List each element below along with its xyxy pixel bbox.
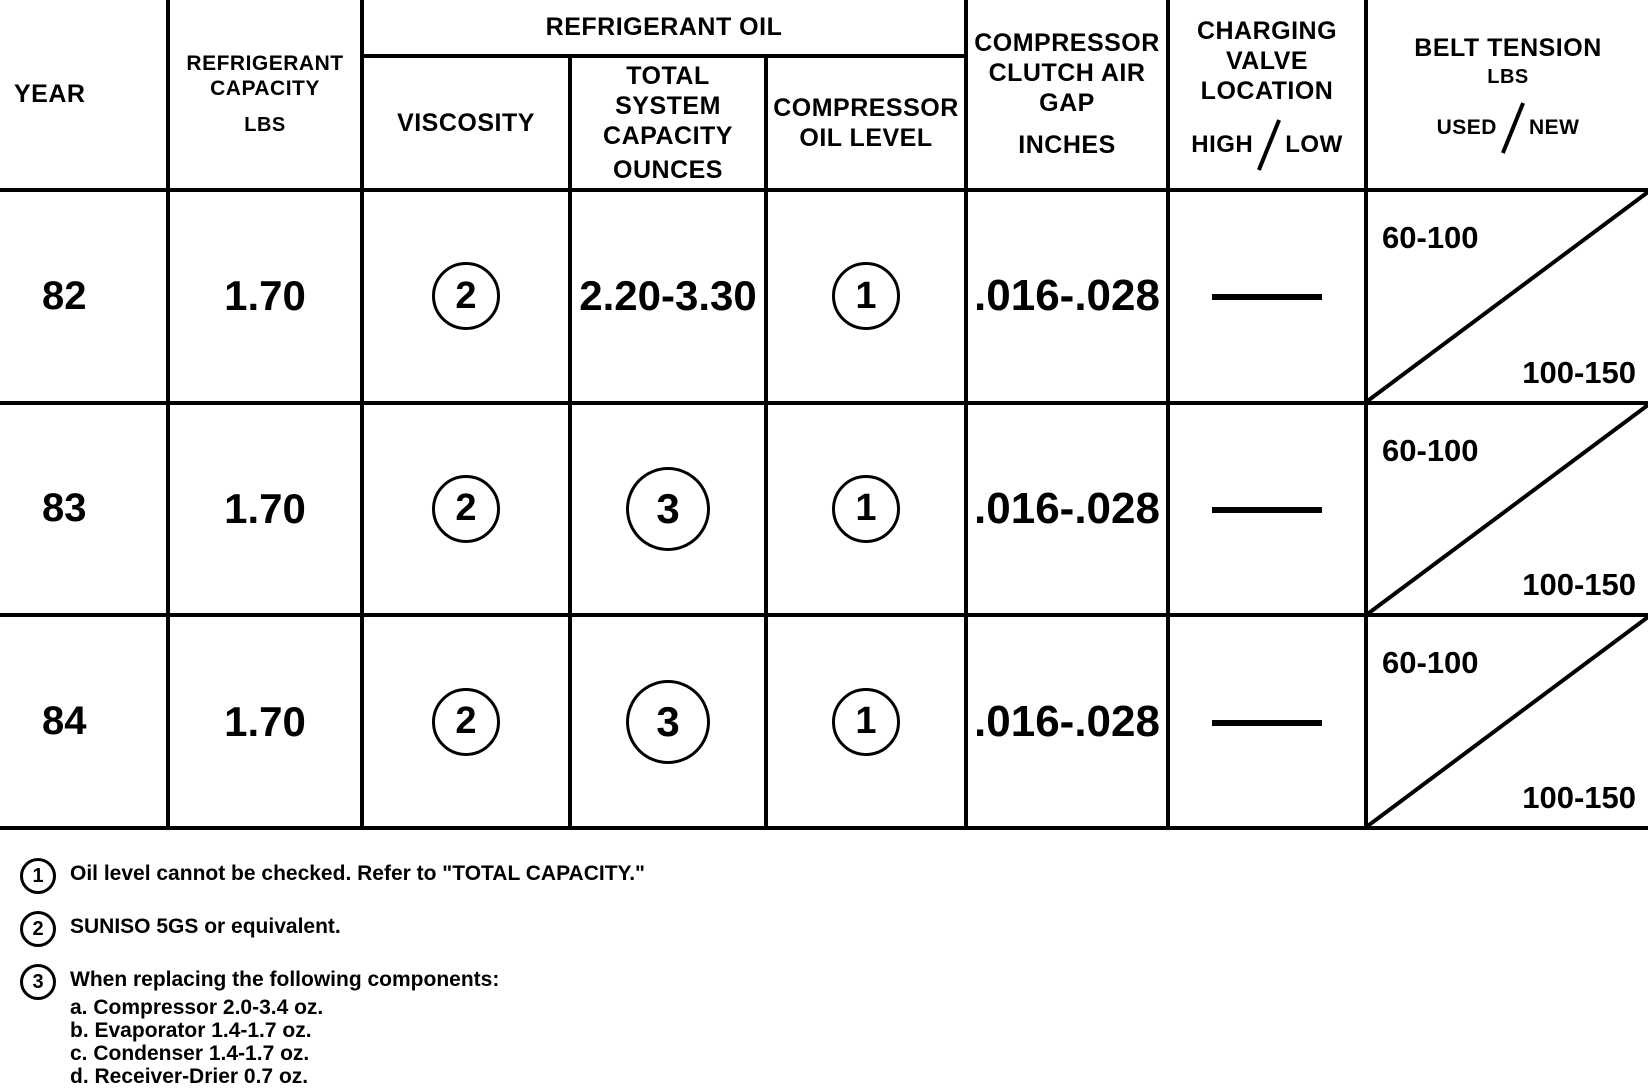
table-row (0, 190, 1648, 403)
cell-oil-level (766, 615, 966, 828)
component-list-item: c. Condenser 1.4-1.7 oz. (70, 1042, 310, 1065)
cell-total-capacity (570, 403, 766, 616)
header-viscosity: VISCOSITY (362, 56, 570, 190)
header-refrigerant-capacity-label: REFRIGERANT CAPACITY (186, 51, 344, 100)
component-list (70, 996, 645, 1088)
header-charging-valve-label: CHARGING VALVE LOCATION (1196, 17, 1338, 105)
component-list-item: a. Compressor 2.0-3.4 oz. (70, 996, 324, 1019)
belt-new-value: 100-150 (1522, 780, 1637, 815)
header-belt-tension (1366, 0, 1648, 190)
dash-icon (1212, 507, 1322, 513)
cell-oil-level (766, 403, 966, 616)
header-charging-high: HIGH (1191, 130, 1254, 158)
cell-oil-level (766, 190, 966, 403)
header-belt-tension-label: BELT TENSION (1414, 34, 1602, 62)
footnote-3 (20, 964, 645, 1000)
slash-divider-icon (1257, 119, 1281, 171)
header-charging-low: LOW (1285, 130, 1343, 158)
footnote-1 (20, 858, 645, 894)
header-total-capacity-unit: OUNCES (613, 156, 723, 184)
header-year: YEAR (0, 0, 168, 190)
slash-divider-icon (1501, 102, 1525, 154)
cell-charging-valve (1168, 615, 1366, 828)
header-clutch-air-gap-unit: INCHES (1018, 131, 1116, 159)
cell-air-gap: .016-.028 (966, 403, 1168, 616)
cell-year: 83 (0, 403, 168, 616)
footnote-number-circle: 1 (20, 858, 56, 894)
cell-refrigerant-capacity: 1.70 (168, 403, 362, 616)
cell-belt-tension (1366, 615, 1648, 828)
cell-air-gap: .016-.028 (966, 190, 1168, 403)
table-body (0, 190, 1648, 828)
header-belt-used: USED (1436, 116, 1497, 140)
dash-icon (1212, 720, 1322, 726)
cell-refrigerant-capacity: 1.70 (168, 615, 362, 828)
cell-total-capacity: 2.20-3.30 (570, 190, 766, 403)
note-ref-circle: 1 (832, 475, 900, 543)
header-refrigerant-oil: REFRIGERANT OIL (362, 0, 966, 56)
footnote-text: When replacing the following components: (70, 968, 500, 991)
note-ref-circle: 2 (432, 475, 500, 543)
header-belt-tension-unit: LBS (1487, 66, 1529, 88)
header-refrigerant-capacity (168, 0, 362, 190)
header-compressor-oil-level: COMPRESSOR OIL LEVEL (766, 56, 966, 190)
footnote-text: SUNISO 5GS or equivalent. (70, 915, 341, 938)
table-row (0, 403, 1648, 616)
note-ref-circle: 1 (832, 262, 900, 330)
belt-new-value: 100-150 (1522, 567, 1637, 603)
cell-viscosity (362, 615, 570, 828)
header-refrigerant-capacity-unit: LBS (244, 114, 286, 137)
header-clutch-air-gap-label: COMPRESSOR CLUTCH AIR GAP (974, 29, 1160, 117)
header-total-capacity (570, 56, 766, 190)
belt-new-value: 100-150 (1522, 354, 1637, 390)
footnote-number-circle: 3 (20, 964, 56, 1000)
note-ref-circle: 3 (626, 680, 710, 764)
header-total-capacity-label: TOTAL SYSTEM CAPACITY (603, 62, 733, 150)
cell-refrigerant-capacity: 1.70 (168, 190, 362, 403)
cell-total-capacity (570, 615, 766, 828)
component-list-item: d. Receiver-Drier 0.7 oz. (70, 1065, 309, 1088)
cell-viscosity (362, 190, 570, 403)
footnotes (20, 858, 645, 1088)
cell-year: 84 (0, 615, 168, 828)
table-row (0, 615, 1648, 828)
cell-charging-valve (1168, 190, 1366, 403)
cell-viscosity (362, 403, 570, 616)
cell-year: 82 (0, 190, 168, 403)
cell-belt-tension (1366, 403, 1648, 616)
component-list-item: b. Evaporator 1.4-1.7 oz. (70, 1019, 312, 1042)
note-ref-circle: 2 (432, 688, 500, 756)
dash-icon (1212, 294, 1322, 300)
belt-used-value: 60-100 (1382, 432, 1479, 468)
footnote-text: Oil level cannot be checked. Refer to "TOTAL CAPACITY." (70, 862, 645, 885)
belt-used-value: 60-100 (1382, 645, 1479, 681)
cell-belt-tension (1366, 190, 1648, 403)
header-clutch-air-gap (966, 0, 1168, 190)
note-ref-circle: 2 (432, 262, 500, 330)
header-belt-new: NEW (1528, 116, 1580, 140)
cell-air-gap: .016-.028 (966, 615, 1168, 828)
belt-used-value: 60-100 (1382, 220, 1479, 255)
note-ref-circle: 3 (626, 467, 710, 551)
header-charging-valve (1168, 0, 1366, 190)
cell-charging-valve (1168, 403, 1366, 616)
note-ref-circle: 1 (832, 688, 900, 756)
footnote-number-circle: 2 (20, 911, 56, 947)
footnote-2 (20, 911, 645, 947)
